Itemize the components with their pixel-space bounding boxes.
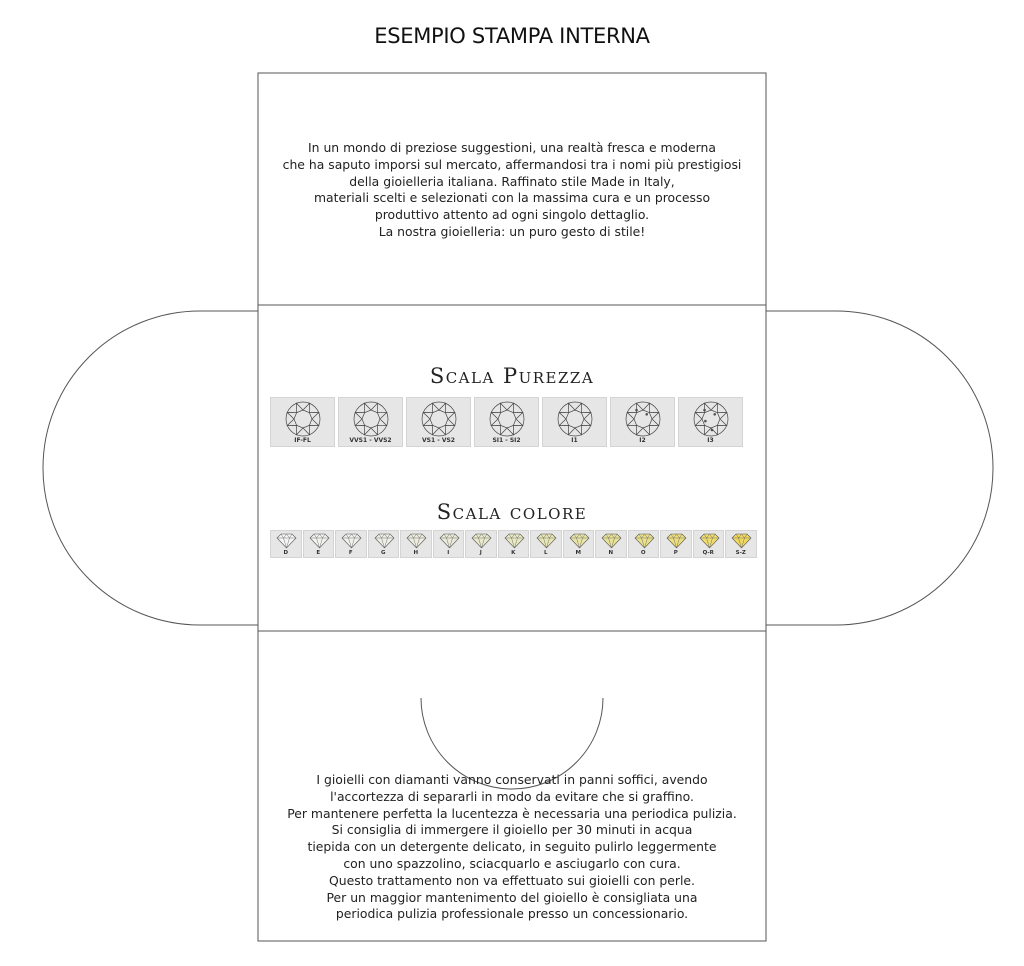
color-grade-cell xyxy=(530,530,562,558)
text-line: della gioielleria italiana. Raffinato stile Made in Italy, xyxy=(349,173,675,189)
clarity-grade-cell xyxy=(678,397,743,447)
color-grade-label: G xyxy=(380,550,386,556)
color-grade-cell xyxy=(303,530,335,558)
color-grade-cell xyxy=(400,530,432,558)
inclusion-mark xyxy=(704,420,707,423)
color-grade-cell xyxy=(368,530,400,558)
diamond-side-view-icon xyxy=(666,533,687,549)
clarity-grade-cell xyxy=(474,397,539,447)
clarity-grade-cell xyxy=(542,397,607,447)
left-side-flap xyxy=(43,311,258,625)
color-grade-label: H xyxy=(413,550,419,556)
color-grade-cell xyxy=(498,530,530,558)
text-line: che ha saputo imporsi sul mercato, affermandosi tra i nomi più prestigiosi xyxy=(282,156,742,172)
clarity-scale-row xyxy=(270,397,743,447)
clarity-grade-label: I1 xyxy=(571,437,578,444)
diamond-side-view-icon xyxy=(536,533,557,549)
diamond-side-view-icon xyxy=(374,533,395,549)
text-line: In un mondo di preziose suggestioni, una realtà fresca e moderna xyxy=(308,140,716,155)
color-grade-cell xyxy=(595,530,627,558)
top-panel-text xyxy=(258,140,766,241)
diamond-side-view-icon xyxy=(309,533,330,549)
color-grade-label: J xyxy=(479,550,482,556)
clarity-grade-label: VVS1 - VVS2 xyxy=(349,437,392,444)
middle-panel xyxy=(258,305,766,631)
color-grade-cell xyxy=(693,530,725,558)
diamond-side-view-icon xyxy=(276,533,297,549)
color-scale-heading: Scala colore xyxy=(436,500,588,524)
text-line: Per un maggior mantenimento del gioiello è consigliata una xyxy=(326,889,698,905)
diamond-side-view-icon xyxy=(471,533,492,549)
color-grade-cell xyxy=(660,530,692,558)
color-grade-label: Q-R xyxy=(702,550,714,556)
color-grade-cell xyxy=(270,530,302,558)
color-grade-label: N xyxy=(608,550,614,556)
text-line: I gioielli con diamanti vanno conservati in panni soffici, avendo xyxy=(316,772,708,787)
clarity-grade-label: I2 xyxy=(639,437,646,444)
text-line: materiali scelti e selezionati con la massima cura e un processo xyxy=(313,190,711,206)
color-grade-cell xyxy=(563,530,595,558)
text-line: tiepida con un detergente delicato, in seguito pulirlo leggermente xyxy=(307,839,717,855)
color-grade-label: E xyxy=(316,550,321,556)
color-grade-label: S-Z xyxy=(735,550,746,556)
color-grade-label: F xyxy=(348,550,353,556)
diamond-side-view-icon xyxy=(504,533,525,549)
text-line: periodica pulizia professionale presso un concessionario. xyxy=(335,906,689,922)
diamond-side-view-icon xyxy=(634,533,655,549)
inclusion-mark xyxy=(713,413,716,416)
color-grade-cell xyxy=(725,530,757,558)
diamond-top-view-icon xyxy=(623,400,663,438)
color-grade-cell xyxy=(628,530,660,558)
diamond-side-view-icon xyxy=(406,533,427,549)
color-grade-cell xyxy=(465,530,497,558)
text-line: con uno spazzolino, sciacquarlo e asciugarlo con cura. xyxy=(343,855,681,871)
clarity-grade-label: VS1 - VS2 xyxy=(422,437,455,444)
diamond-side-view-icon xyxy=(569,533,590,549)
diamond-top-view-icon xyxy=(691,400,731,438)
color-grade-cell xyxy=(433,530,465,558)
color-grade-label: D xyxy=(283,550,289,556)
diamond-side-view-icon xyxy=(699,533,720,549)
diamond-top-view-icon xyxy=(487,400,527,438)
diamond-side-view-icon xyxy=(731,533,752,549)
inclusion-mark xyxy=(645,413,648,416)
text-line: Per mantenere perfetta la lucentezza è necessaria una periodica pulizia. xyxy=(287,805,737,821)
color-grade-label: O xyxy=(640,550,646,556)
color-grade-label: P xyxy=(673,550,678,556)
clarity-grade-label: IF-FL xyxy=(294,437,311,444)
inclusion-mark xyxy=(703,409,706,412)
clarity-grade-cell xyxy=(338,397,403,447)
clarity-scale-heading: Scala Purezza xyxy=(429,364,595,388)
inclusion-mark xyxy=(635,409,638,412)
text-line: La nostra gioielleria: un puro gesto di stile! xyxy=(378,223,646,239)
clarity-grade-cell xyxy=(406,397,471,447)
color-scale-row xyxy=(270,530,757,558)
clarity-grade-label: SI1 - SI2 xyxy=(492,437,521,444)
color-grade-cell xyxy=(335,530,367,558)
text-line: Questo trattamento non va effettuato sui gioielli con perle. xyxy=(329,872,695,888)
clarity-grade-label: I3 xyxy=(707,437,714,444)
color-grade-label: L xyxy=(543,550,548,556)
clarity-grade-cell xyxy=(610,397,675,447)
diamond-top-view-icon xyxy=(283,400,323,438)
text-line: Si consiglia di immergere il gioiello per 30 minuti in acqua xyxy=(331,822,693,838)
inclusion-mark xyxy=(711,429,714,432)
right-side-flap xyxy=(766,311,993,625)
color-grade-label: K xyxy=(511,550,516,556)
diamond-side-view-icon xyxy=(601,533,622,549)
diamond-side-view-icon xyxy=(439,533,460,549)
bottom-panel-text xyxy=(258,772,766,923)
text-line: produttivo attento ad ogni singolo dettaglio. xyxy=(374,207,650,223)
diamond-side-view-icon xyxy=(341,533,362,549)
clarity-grade-cell xyxy=(270,397,335,447)
color-grade-label: I xyxy=(447,550,450,556)
color-grade-label: M xyxy=(575,550,581,556)
diamond-top-view-icon xyxy=(555,400,595,438)
diamond-top-view-icon xyxy=(419,400,459,438)
page-title: ESEMPIO STAMPA INTERNA xyxy=(374,24,650,48)
diamond-top-view-icon xyxy=(351,400,391,438)
text-line: l'accortezza di separarli in modo da evitare che si graffino. xyxy=(330,788,694,804)
